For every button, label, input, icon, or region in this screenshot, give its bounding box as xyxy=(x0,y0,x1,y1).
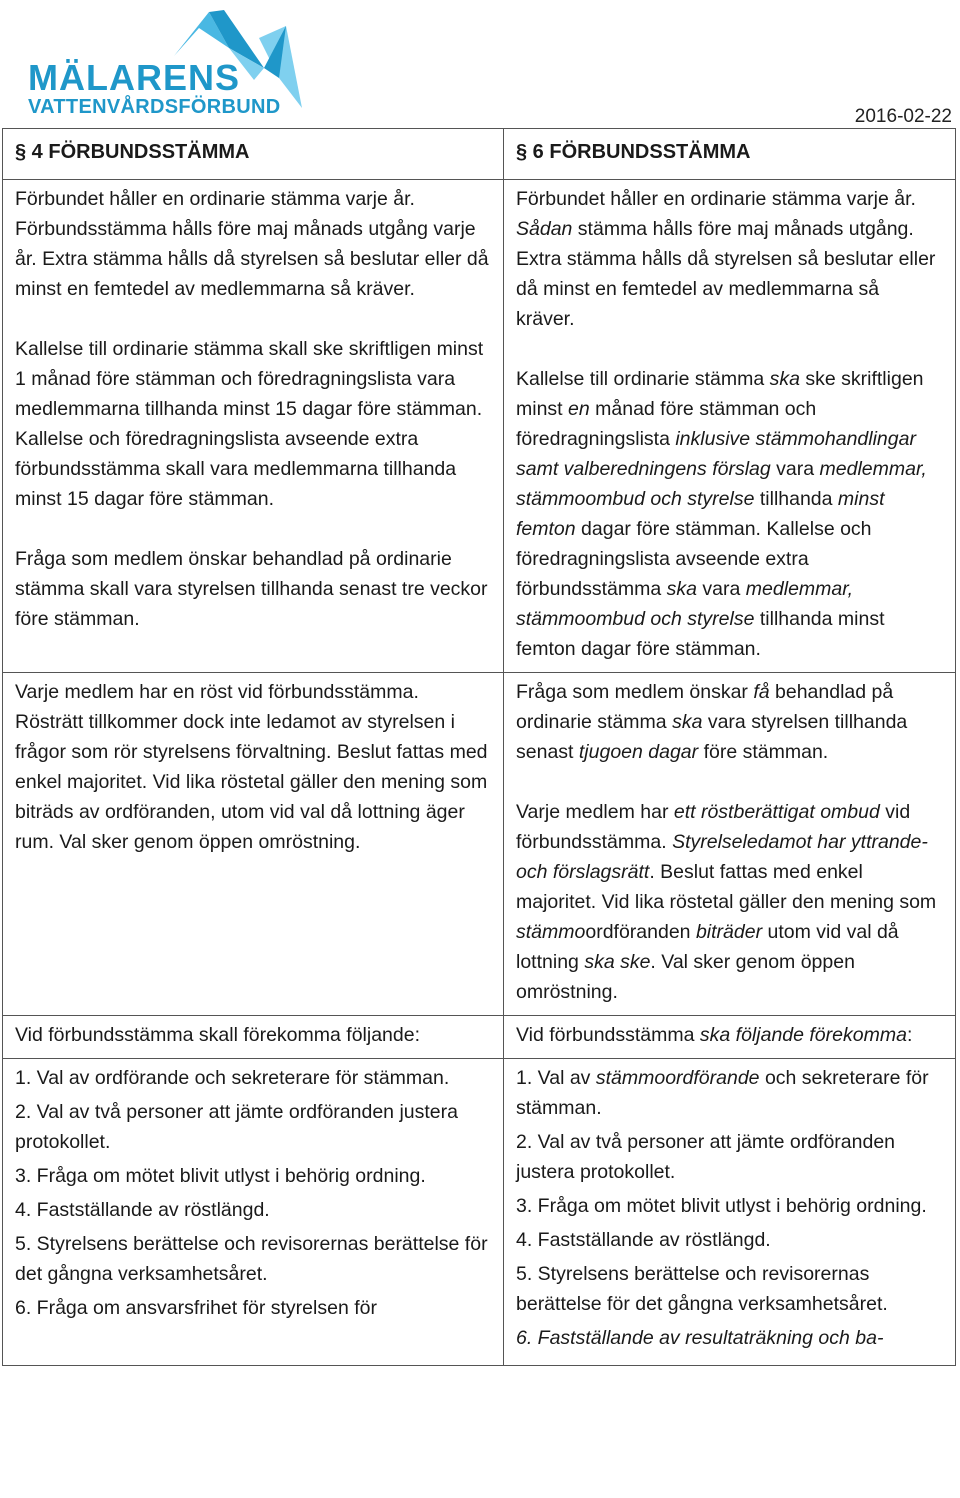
text-segment: behandlad på ordinarie stämma xyxy=(516,681,894,733)
italic-text-segment: stämmoordförande xyxy=(595,1067,760,1089)
bylaws-comparison-table xyxy=(2,128,956,1366)
list-item xyxy=(516,1225,943,1255)
italic-text-segment: medlemmar, stämmoombud och styrelse xyxy=(516,578,854,630)
list-item: 6. Fråga om ansvarsfrihet för styrelsen för xyxy=(15,1297,377,1319)
table-row-heading xyxy=(3,129,956,180)
left-content-cell xyxy=(3,180,504,673)
text-segment: ordföranden xyxy=(585,921,696,943)
text-segment: Vid förbundsstämma xyxy=(516,1024,700,1046)
italic-text-segment: ska ske xyxy=(584,951,651,973)
text-segment: före stämman. xyxy=(698,741,829,763)
list-item xyxy=(516,1191,943,1221)
left-paragraph-4: Varje medlem har en röst vid förbundsstämma. Rösträtt tillkommer dock inte ledamot av styrelsen i frågor som rör styrelsens förvaltning. Beslut fattas med enkel majoritet. Vid lika röstetal gäller den mening som biträds av ordföranden, utom vid val då lottning äger rum. Val sker genom öppen omröstning. xyxy=(15,681,488,853)
italic-text-segment: biträder xyxy=(695,921,763,943)
left-paragraph-3: Fråga som medlem önskar behandlad på ordinarie stämma skall vara styrelsen tillhanda senast tre veckor före stämman. xyxy=(15,548,488,630)
right-paragraph-4 xyxy=(516,797,943,1007)
right-voting-cell xyxy=(504,673,956,1016)
text-segment: Varje medlem har xyxy=(516,801,674,823)
text-segment: vara styrelsen tillhanda senast xyxy=(516,711,908,763)
document-date: 2016-02-22 xyxy=(854,106,952,127)
text-segment: 3. Fråga om mötet blivit utlyst i behörig ordning. xyxy=(516,1195,927,1217)
text-segment: 4. Fastställande av röstlängd. xyxy=(516,1229,771,1251)
italic-text-segment: minst femton xyxy=(516,488,885,540)
right-heading: § 6 FÖRBUNDSSTÄMMA xyxy=(516,141,751,163)
text-segment: dagar före stämman. Kallelse och föredragningslista avseende extra förbundsstämma xyxy=(516,518,872,600)
italic-text-segment: stämmo xyxy=(516,921,586,943)
text-segment: : xyxy=(906,1024,913,1046)
text-segment: 5. Styrelsens berättelse och revisorernas berättelse för det gångna verksamhetsåret. xyxy=(516,1263,888,1315)
list-item xyxy=(516,1323,943,1353)
italic-text-segment: ska xyxy=(769,368,800,390)
text-segment: . Val sker genom öppen omröstning. xyxy=(516,951,855,1003)
text-segment: vara xyxy=(697,578,746,600)
left-paragraph-5: Vid förbundsstämma skall förekomma följande: xyxy=(15,1024,420,1046)
text-segment: månad före stämman och föredragningslista xyxy=(516,398,817,450)
list-item: 2. Val av två personer att jämte ordföranden justera protokollet. xyxy=(15,1101,458,1153)
table-row-agenda-items xyxy=(3,1059,956,1366)
left-paragraph-2: Kallelse till ordinarie stämma skall ske skriftligen minst 1 månad före stämman och föredragningslista vara medlemmarna tillhanda minst 15 dagar före stämman. Kallelse och föredragningslista avseende extra förbundsstämma skall vara medlemmarna tillhanda minst 15 dagar före stämman. xyxy=(15,338,484,510)
text-segment: Fråga som medlem önskar xyxy=(516,681,754,703)
table-row-voting xyxy=(3,673,956,1016)
list-item xyxy=(516,1127,943,1187)
right-agenda-intro-cell xyxy=(504,1016,956,1059)
italic-text-segment: inklusive stämmohandlingar samt valberedningens förslag xyxy=(516,428,916,480)
right-p1-text-c: stämma hålls före maj månads utgång. Extra stämma hålls då styrelsen så beslutar eller då minst en femtedel av medlemmarna så kräver. xyxy=(516,218,936,330)
left-paragraph-1: Förbundet håller en ordinarie stämma varje år. Förbundsstämma hålls före maj månads utgång varje år. Extra stämma hålls då styrelsen så beslutar eller då minst en femtedel av medlemmarna så kräver. xyxy=(15,188,489,300)
logo-text-line1: MÄLARENS xyxy=(28,57,240,98)
left-column-cell xyxy=(3,129,504,180)
list-item: 4. Fastställande av röstlängd. xyxy=(15,1199,270,1221)
text-segment: tillhanda xyxy=(754,488,838,510)
organization-logo xyxy=(24,8,314,120)
logo-text-line2: VATTENVÅRDSFÖRBUND xyxy=(28,96,281,118)
italic-text-segment: medlemmar, stämmoombud och styrelse xyxy=(516,458,927,510)
italic-text-segment: ska xyxy=(666,578,698,600)
right-paragraph-3 xyxy=(516,677,943,767)
italic-text-segment: en xyxy=(568,398,590,420)
table-row-content xyxy=(3,180,956,673)
right-p1-text-a: Förbundet håller en ordinarie stämma varje år. xyxy=(516,188,916,210)
list-item: 5. Styrelsens berättelse och revisorernas berättelse för det gångna verksamhetsåret. xyxy=(15,1233,488,1285)
text-segment: och sekreterare för stämman. xyxy=(516,1067,929,1119)
text-segment: vid förbundsstämma. xyxy=(516,801,911,853)
table-row-agenda-intro xyxy=(3,1016,956,1059)
text-segment: ske skriftligen minst xyxy=(516,368,924,420)
right-p1-text-b: Sådan xyxy=(516,218,573,240)
left-heading: § 4 FÖRBUNDSSTÄMMA xyxy=(15,141,250,163)
italic-text-segment: 6. Fastställande av resultaträkning och ba- xyxy=(516,1327,884,1349)
italic-text-segment: ska följande förekomma xyxy=(699,1024,907,1046)
list-item: 1. Val av ordförande och sekreterare för stämman. xyxy=(15,1067,450,1089)
text-segment: . Beslut fattas med enkel majoritet. Vid lika röstetal gäller den mening som xyxy=(516,861,937,913)
text-segment: Kallelse till ordinarie stämma xyxy=(516,368,770,390)
italic-text-segment: Styrelseledamot har yttrande- och förslagsrätt xyxy=(516,831,928,883)
text-segment: 1. Val av xyxy=(516,1067,596,1089)
text-segment: utom vid val då lottning xyxy=(516,921,899,973)
list-item xyxy=(516,1063,943,1123)
right-content-cell xyxy=(504,180,956,673)
left-agenda-list-cell xyxy=(3,1059,504,1366)
italic-text-segment: ett röstberättigat ombud xyxy=(673,801,880,823)
italic-text-segment: ska xyxy=(672,711,703,733)
right-paragraph-1 xyxy=(516,184,943,334)
text-segment: vara xyxy=(770,458,820,480)
text-segment: tillhanda minst femton dagar före stämman. xyxy=(516,608,885,660)
list-item xyxy=(516,1259,943,1319)
left-agenda-intro-cell xyxy=(3,1016,504,1059)
italic-text-segment: tjugoen dagar xyxy=(578,741,699,763)
list-item: 3. Fråga om mötet blivit utlyst i behörig ordning. xyxy=(15,1165,426,1187)
right-paragraph-2 xyxy=(516,364,943,664)
right-paragraph-5 xyxy=(516,1020,943,1050)
left-voting-cell xyxy=(3,673,504,1016)
text-segment: 2. Val av två personer att jämte ordföranden justera protokollet. xyxy=(516,1131,896,1183)
right-agenda-list-cell xyxy=(504,1059,956,1366)
italic-text-segment: få xyxy=(753,681,770,703)
right-column-cell xyxy=(504,129,956,180)
